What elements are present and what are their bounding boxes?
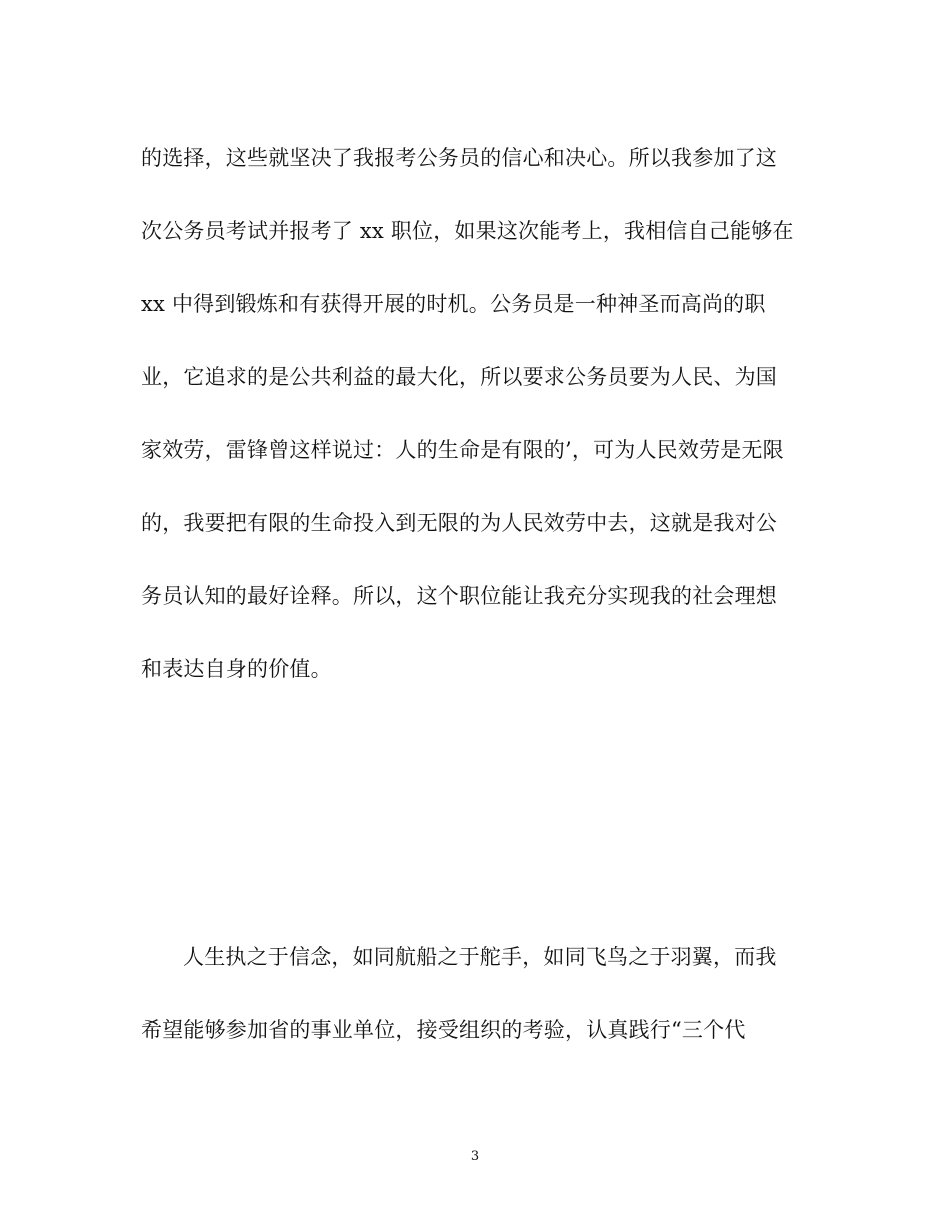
- paragraph-2-line-1: 人生执之于信念，如同航船之于舵手，如同飞鸟之于羽翼，而我: [183, 945, 777, 969]
- paragraph-1-line-8: 和表达自身的价值。: [141, 657, 332, 681]
- paragraph-1-line-7: 务员认知的最好诠释。所以，这个职位能让我充分实现我的社会理想: [141, 584, 777, 608]
- paragraph-2-line-2: 希望能够参加省的事业单位，接受组织的考验，认真践行“三个代: [141, 1018, 746, 1042]
- paragraph-1-line-6: 的，我要把有限的生命投入到无限的为人民效劳中去，这就是我对公: [141, 511, 777, 535]
- paragraph-1-line-4: 业，它追求的是公共利益的最大化，所以要求公务员要为人民、为国: [141, 365, 777, 389]
- paragraph-1-line-5: 家效劳，雷锋曾这样说过：人的生命是有限的’，可为人民效劳是无限: [141, 438, 784, 462]
- paragraph-1-line-1: 的选择，这些就坚决了我报考公务员的信心和决心。所以我参加了这: [141, 146, 777, 170]
- page-number: 3: [470, 1149, 480, 1164]
- paragraph-1-line-2: 次公务员考试并报考了 xx 职位，如果这次能考上，我相信自己能够在: [141, 219, 794, 243]
- paragraph-1-line-3: xx 中得到锻炼和有获得开展的时机。公务员是一种神圣而高尚的职: [141, 292, 766, 316]
